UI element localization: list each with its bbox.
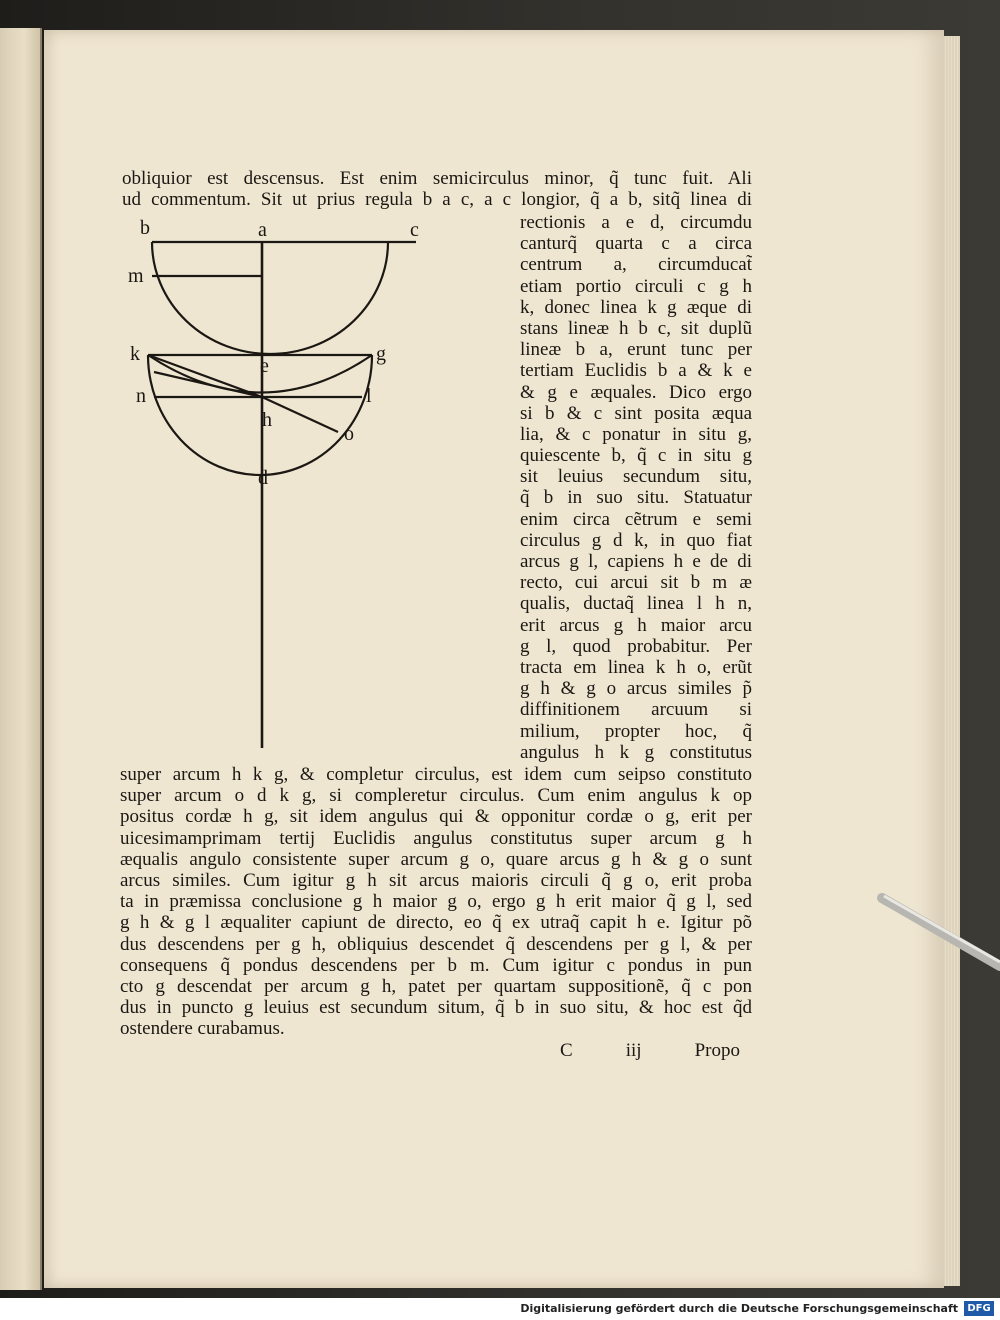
text-line: positus cordæ h g, sit idem angulus qui & opponitur cordæ o g, erit per xyxy=(120,806,752,828)
label-m: m xyxy=(128,265,144,287)
arc-upper-semicircle xyxy=(152,242,388,354)
text-line: ta in præmissa conclusione g h maior g o, ergo g h erit maior q̃ g l, sed xyxy=(120,891,752,913)
text-line: g h & g l æqualiter capiunt de directo, eo q̃ ex utraq̃ capit h e. Igitur põ xyxy=(120,912,752,934)
footer-bar xyxy=(0,1298,1000,1320)
right-column-text xyxy=(520,212,752,763)
label-h: h xyxy=(262,409,272,431)
text-line: quiescente b, q̃ c in situ g xyxy=(520,445,752,467)
text-line: sit leuius secundum situ, xyxy=(520,466,752,488)
label-k: k xyxy=(130,343,140,365)
text-line: arcus similes. Cum igitur g h sit arcus maioris circuli q̃ g o, erit proba xyxy=(120,869,752,891)
catchword: Propo xyxy=(694,1040,740,1061)
text-line: g l, quod probabitur. Per xyxy=(520,635,752,657)
text-line: consequens q̃ pondus descendens per b m. Cum igitur c pondus in pun xyxy=(120,954,752,976)
top-text-block xyxy=(122,168,752,210)
label-e: e xyxy=(260,355,269,377)
dfg-logo: DFG xyxy=(964,1301,994,1316)
label-n: n xyxy=(136,385,146,407)
page-stack-edge xyxy=(944,36,960,1286)
bottom-text-block xyxy=(120,764,752,1039)
text-line: canturq̃ quarta c a circa xyxy=(520,233,752,255)
text-line: & g e æquales. Dico ergo xyxy=(520,381,752,403)
text-line: enim circa cẽtrum e semi xyxy=(520,508,752,530)
text-line: circulus g d k, in quo fiat xyxy=(520,529,752,551)
text-line: obliquior est descensus. Est enim semicirculus minor, q̃ tunc fuit. Ali xyxy=(122,168,752,189)
text-line: qualis, ductaq̃ linea l h n, xyxy=(520,593,752,615)
text-line: k, donec linea k g æque di xyxy=(520,296,752,318)
text-line: ostendere curabamus. xyxy=(120,1018,285,1040)
text-line: centrum a, circumducat̃ xyxy=(520,254,752,276)
line-h-o xyxy=(262,397,338,432)
text-line: lineæ b a, erunt tunc per xyxy=(520,339,752,361)
signature-line xyxy=(560,1040,740,1062)
label-b: b xyxy=(140,217,150,239)
text-line: etiam portio circuli c g h xyxy=(520,275,752,297)
pointer-stick xyxy=(870,880,1000,1000)
label-l: l xyxy=(366,385,372,407)
text-line: tracta em linea k h o, erũt xyxy=(520,656,752,678)
text-line: diffinitionem arcuum si xyxy=(520,699,752,721)
label-d: d xyxy=(258,467,268,489)
label-o: o xyxy=(344,423,354,445)
text-line: tertiam Euclidis b a & k e xyxy=(520,360,752,382)
line-k-h xyxy=(148,355,262,397)
label-c: c xyxy=(410,219,419,241)
label-g: g xyxy=(376,343,386,365)
text-line: q̃ b in suo situ. Statuatur xyxy=(520,487,752,509)
text-line: æqualis angulo consistente super arcum g o, quare arcus g h & g o sunt xyxy=(120,848,752,870)
text-line: arcus g l, capiens h e de di xyxy=(520,551,752,572)
label-a: a xyxy=(258,219,267,241)
text-line: angulus h k g constitutus xyxy=(520,741,752,763)
text-line: lia, & c ponatur in situ g, xyxy=(520,423,752,445)
text-line: ud commentum. Sit ut prius regula b a c, a c longior, q̃ a b, sitq̃ linea di xyxy=(122,189,752,211)
text-line: erit arcus g h maior arcu xyxy=(520,614,752,636)
text-line: dus in puncto g leuius est secundum situm, q̃ b in suo situ, & hoc est q̃d xyxy=(120,997,752,1019)
text-line: super arcum h k g, & completur circulus, est idem cum seipso constituto xyxy=(120,764,752,785)
signature-mark: C xyxy=(560,1040,573,1061)
text-line: stans lineæ h b c, sit duplũ xyxy=(520,317,752,339)
left-page-edge xyxy=(0,28,42,1290)
text-line: uicesimamprimam tertij Euclidis angulus constitutus super arcum g h xyxy=(120,827,752,849)
line-n-h xyxy=(154,372,262,397)
text-line: g h & g o arcus similes p̃ xyxy=(520,678,752,700)
text-line: dus descendens per g h, obliquius descendet q̃ descendens per g l, & per xyxy=(120,933,752,955)
text-line: milium, propter hoc, q̃ xyxy=(520,720,752,742)
geometric-diagram xyxy=(120,212,420,752)
text-line: si b & c sint posita æqua xyxy=(520,402,752,424)
text-line: super arcum o d k g, si compleretur circulus. Cum enim angulus k op xyxy=(120,785,752,807)
footer-credit: Digitalisierung gefördert durch die Deutsche Forschungsgemeinschaft xyxy=(520,1302,958,1315)
signature-number: iij xyxy=(625,1040,642,1061)
text-line: rectionis a e d, circumdu xyxy=(520,212,752,233)
text-line: cto g descendat per arcum g h, patet per quartam suppositionẽ, q̃ c pon xyxy=(120,975,752,997)
text-line: recto, cui arcui sit b m æ xyxy=(520,572,752,594)
